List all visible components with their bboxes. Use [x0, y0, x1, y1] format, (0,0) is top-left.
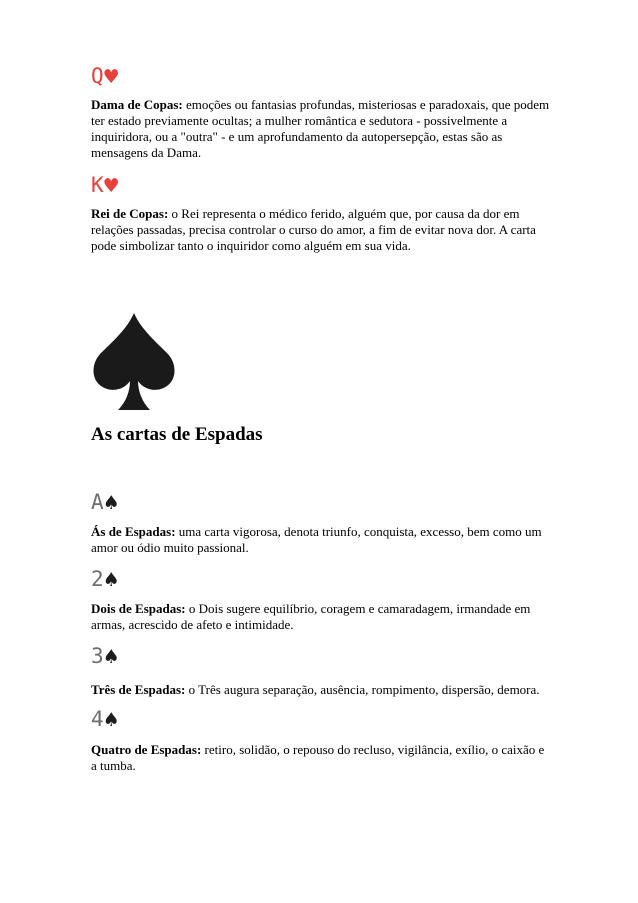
card-rank: Q — [91, 64, 103, 88]
four-of-spades-title — [91, 707, 120, 731]
card-name: Três de Espadas: — [91, 682, 186, 697]
card-name: Rei de Copas: — [91, 206, 169, 221]
spade-icon: ♠ — [102, 569, 120, 591]
card-rank: 3 — [91, 644, 103, 668]
ace-of-spades-title — [91, 490, 120, 514]
two-of-spades-description — [91, 601, 551, 633]
card-name: Ás de Espadas: — [91, 524, 176, 539]
card-name: Dois de Espadas: — [91, 601, 186, 616]
section-heading: As cartas de Espadas — [91, 424, 263, 445]
ace-of-spades-description — [91, 524, 551, 556]
card-rank: A — [91, 490, 103, 514]
king-of-hearts-description — [91, 206, 551, 254]
card-rank: 2 — [91, 567, 103, 591]
queen-of-hearts-description — [91, 97, 551, 161]
card-rank: K — [91, 173, 103, 197]
three-of-spades-title — [91, 644, 120, 668]
three-of-spades-description — [91, 682, 551, 698]
card-name: Dama de Copas: — [91, 97, 183, 112]
card-text: emoções ou fantasias profundas, misteriosas e paradoxais, que podem ter estado previamente ocultas; a mulher romântica e sedutora - possivelmente a inquiridora, ou a "outra" - e um aprofundamento da autopersepção, estas são as mensagens da Dama. — [91, 97, 550, 160]
card-text: retiro, solidão, o repouso do recluso, vigilância, exílio, o caixão e a tumba. — [91, 742, 545, 773]
card-text: o Três augura separação, ausência, rompimento, dispersão, demora. — [185, 682, 540, 697]
card-text: uma carta vigorosa, denota triunfo, conquista, excesso, bem como um amor ou ódio muito passional. — [91, 524, 542, 555]
card-text: o Rei representa o médico ferido, alguém que, por causa da dor em relações passadas, precisa controlar o curso do amor, a fim de evitar nova dor. A carta pode simbolizar tanto o inquiridor como alguém em sua vida. — [91, 206, 536, 253]
card-name: Quatro de Espadas: — [91, 742, 202, 757]
heart-icon: ♥ — [102, 66, 120, 88]
card-rank: 4 — [91, 707, 103, 731]
heart-icon: ♥ — [102, 175, 120, 197]
spade-icon — [91, 311, 177, 411]
four-of-spades-description — [91, 742, 551, 774]
queen-of-hearts-title — [91, 64, 120, 88]
spade-icon: ♠ — [102, 492, 120, 514]
spade-icon: ♠ — [102, 709, 120, 731]
spade-icon: ♠ — [102, 646, 120, 668]
two-of-spades-title — [91, 567, 120, 591]
king-of-hearts-title — [91, 173, 120, 197]
card-text: o Dois sugere equilíbrio, coragem e camaradagem, irmandade em armas, acrescido de afeto e intimidade. — [91, 601, 531, 632]
